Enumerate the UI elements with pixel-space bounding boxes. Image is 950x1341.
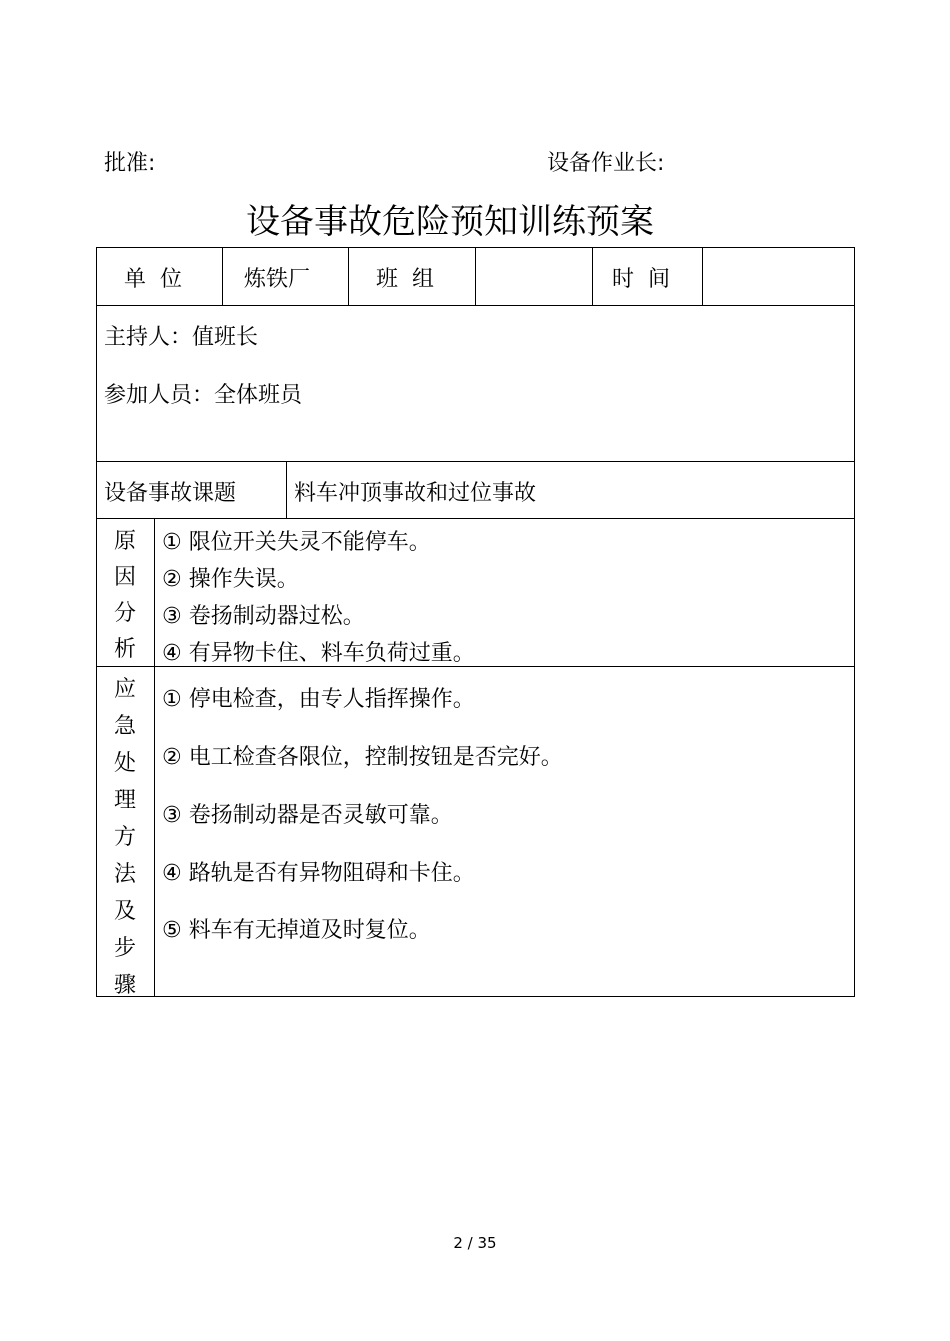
info-divider-5 [702, 247, 703, 305]
host-line: 主持人：值班长 [104, 325, 259, 350]
emergency-label-char: 骤 [113, 973, 136, 998]
emergency-item: ⑤ 料车有无掉道及时复位。 [162, 918, 431, 943]
emergency-label-char: 方 [113, 825, 136, 850]
emergency-item: ① 停电检查，由专人指挥操作。 [162, 687, 475, 712]
topic-divider [286, 461, 287, 518]
table-border-bottom [96, 996, 855, 997]
emergency-label-char: 步 [113, 936, 136, 961]
cause-item: ③ 卷扬制动器过松。 [162, 604, 365, 629]
info-divider-4 [592, 247, 593, 305]
emergency-item: ④ 路轨是否有异物阻碍和卡住。 [162, 861, 475, 886]
team-label: 班 组 [376, 267, 434, 292]
cause-label-char: 析 [113, 637, 136, 662]
cause-item: ② 操作失误。 [162, 567, 299, 592]
info-divider-3 [475, 247, 476, 305]
emergency-label-char: 急 [113, 714, 136, 739]
cause-label-char: 因 [113, 565, 136, 590]
supervisor-label: 设备作业长: [547, 151, 665, 176]
topic-value: 料车冲顶事故和过位事故 [294, 481, 537, 506]
cause-label-char: 分 [113, 601, 136, 626]
emergency-label-char: 及 [113, 899, 136, 924]
emergency-label-char: 应 [113, 677, 136, 702]
page-number: 2 / 35 [453, 1234, 497, 1252]
time-label: 时 间 [612, 267, 670, 292]
table-border-right [854, 247, 855, 997]
members-line: 参加人员：全体班员 [104, 383, 303, 408]
cause-label-char: 原 [113, 529, 136, 554]
row-divider-topic [96, 518, 855, 519]
cause-item: ① 限位开关失灵不能停车。 [162, 530, 431, 555]
unit-label: 单 位 [124, 267, 182, 292]
unit-value: 炼铁厂 [244, 267, 311, 292]
row-divider-participants [96, 461, 855, 462]
approve-label: 批准: [104, 151, 156, 176]
cause-item: ④ 有异物卡住、料车负荷过重。 [162, 641, 475, 666]
label-column-divider [154, 518, 155, 996]
emergency-item: ② 电工检查各限位，控制按钮是否完好。 [162, 745, 563, 770]
emergency-item: ③ 卷扬制动器是否灵敏可靠。 [162, 803, 453, 828]
emergency-label-char: 处 [113, 751, 136, 776]
emergency-label-char: 理 [113, 788, 136, 813]
topic-label: 设备事故课题 [104, 481, 237, 506]
emergency-label-char: 法 [113, 862, 136, 887]
info-divider-1 [222, 247, 223, 305]
emergency-label [96, 671, 154, 1004]
row-divider-info [96, 305, 855, 306]
document-title: 设备事故危险预知训练预案 [246, 202, 654, 242]
info-divider-2 [348, 247, 349, 305]
cause-label [96, 524, 154, 668]
